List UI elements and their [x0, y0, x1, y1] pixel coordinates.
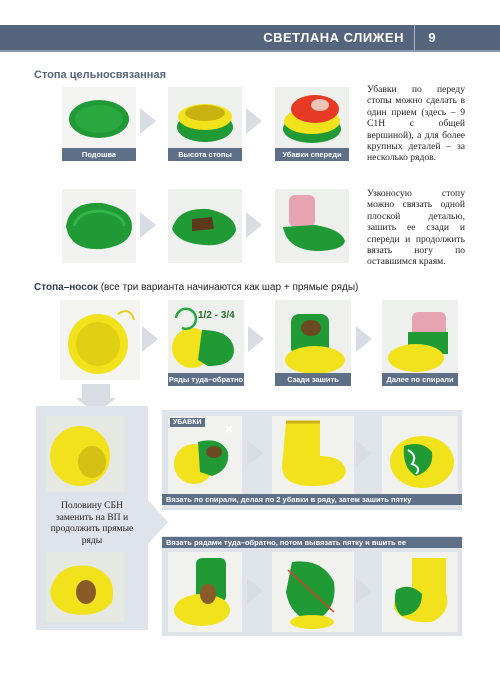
arrow-right — [140, 212, 156, 238]
caption-sole: Подошва — [62, 148, 136, 161]
photo-ball-chain — [46, 416, 124, 492]
arrow-right — [248, 326, 264, 352]
band-rows-instructions: Вязать рядами туда–обратно, потом вывязать пятку и вшить ее — [162, 537, 462, 548]
band-spiral-instructions: Вязать по спирали, делая по 2 убавки в ряду, затем зашить пятку — [162, 494, 462, 505]
note-front-decrease: Убавки по переду стопы можно сделать в один прием (здесь – 9 С1Н с общей вершиной), а для более крупных деталей – за несколько рядов. — [367, 84, 465, 164]
arrow-right — [356, 440, 372, 466]
photo-sole — [62, 87, 136, 161]
photo-flat-part — [62, 189, 136, 263]
photo-ball — [60, 300, 140, 380]
photo-folded-part — [168, 189, 242, 263]
photo-spiral-sock — [272, 416, 354, 494]
arrow-right — [140, 108, 156, 134]
caption-foot-height: Высота стопы — [168, 148, 242, 161]
note-half-stitches: Половину СБН заменить на ВП и продолжить прямые ряды — [50, 500, 134, 546]
arrow-right — [247, 440, 263, 466]
arrow-right — [246, 108, 262, 134]
photo-rows-heel — [272, 552, 354, 632]
decrease-label: УБАВКИ — [170, 418, 205, 427]
arrow-down-stem — [82, 384, 110, 398]
caption-sew-back: Сзади зашить — [275, 373, 351, 386]
photo-foot-height — [168, 87, 242, 161]
photo-back-forth-rows — [168, 300, 244, 386]
arrow-right — [246, 212, 262, 238]
arrow-right — [356, 326, 372, 352]
photo-rows-finished — [382, 552, 458, 632]
section-title-bold: Стопа–носок — [34, 282, 98, 293]
photo-continue-spiral — [382, 300, 458, 386]
fraction-label: 1/2 - 3/4 — [198, 310, 235, 321]
author-name: СВЕТЛАНА СЛИЖЕН — [263, 30, 404, 45]
photo-ball-rows — [46, 552, 124, 622]
section-title-whole-foot: Стопа цельносвязанная — [34, 69, 166, 81]
photo-decreases — [168, 416, 242, 494]
arrow-right — [247, 578, 263, 604]
caption-continue-spiral: Далее по спирали — [382, 373, 458, 386]
photo-narrow-toe-foot — [275, 189, 349, 263]
caption-back-forth-rows: Ряды туда–обратно — [168, 375, 244, 384]
header-rule — [0, 50, 500, 52]
caption-front-decrease: Убавки спереди — [275, 148, 349, 161]
photo-rows-start — [168, 552, 242, 632]
photo-sew-back — [275, 300, 351, 386]
section-title-toe-foot — [34, 282, 358, 293]
arrow-right — [356, 578, 372, 604]
photo-front-decrease — [275, 87, 349, 161]
note-narrow-toe: Узконосую стопу можно связать одной плоской деталью, зашить ее сзади и спереди и продолжить вязать ногу по оставшимся краям. — [367, 188, 465, 268]
arrow-right — [142, 326, 158, 352]
section-title-rest: (все три варианта начинаются как шар + прямые ряды) — [97, 282, 359, 293]
photo-sew-heel — [382, 416, 458, 494]
page-number: 9 — [414, 25, 449, 50]
